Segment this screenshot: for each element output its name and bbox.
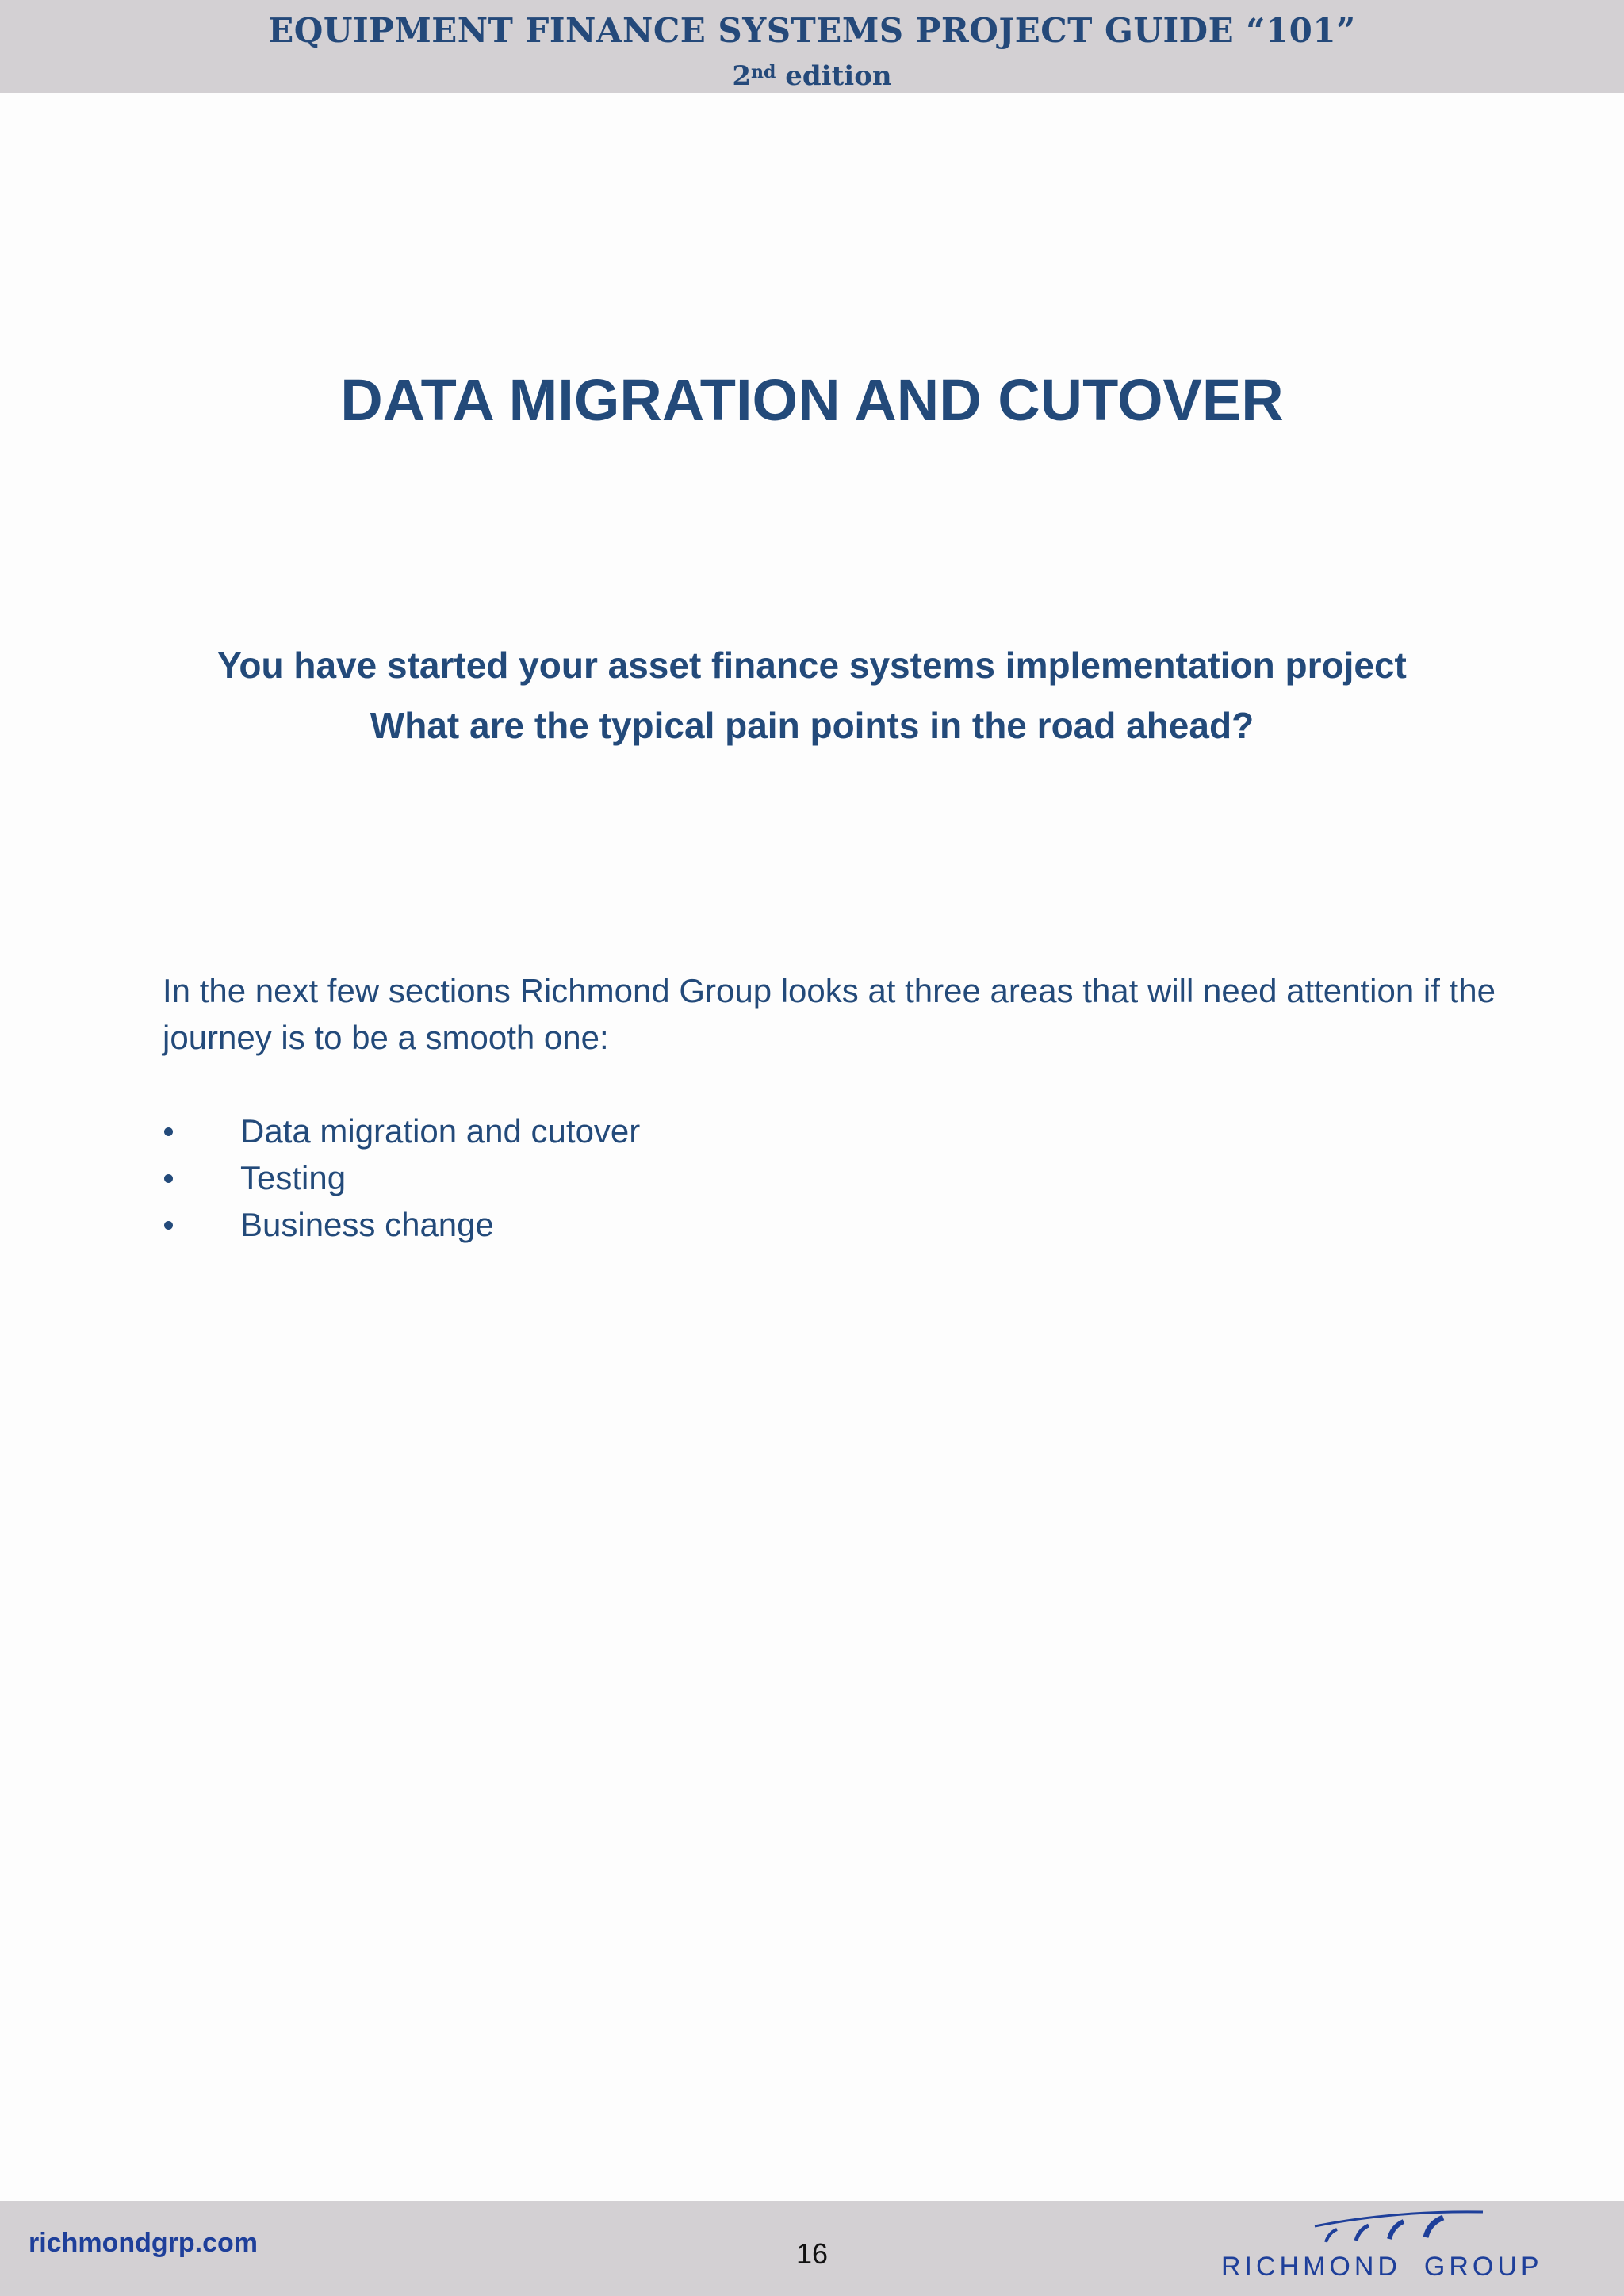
list-item-text: Testing bbox=[240, 1159, 347, 1196]
page-header bbox=[0, 0, 1624, 93]
guide-title: EQUIPMENT FINANCE SYSTEMS PROJECT GUIDE “101” bbox=[268, 11, 1356, 50]
edition-label bbox=[0, 60, 1624, 92]
bullet-icon bbox=[164, 1174, 173, 1183]
page-number: 16 bbox=[795, 2237, 829, 2270]
list-item-text: Data migration and cutover bbox=[240, 1112, 641, 1150]
richmond-group-logo bbox=[1213, 2204, 1578, 2291]
subtitle-line-1: You have started your asset finance systems implementation project bbox=[217, 645, 1407, 686]
edition-number: 2 bbox=[732, 60, 752, 92]
edition-suffix: nd bbox=[751, 62, 776, 82]
section-title: DATA MIGRATION AND CUTOVER bbox=[340, 367, 1284, 433]
list-item-text: Business change bbox=[240, 1206, 494, 1243]
bullet-icon bbox=[164, 1221, 173, 1230]
page-footer bbox=[0, 2201, 1624, 2296]
bullet-icon bbox=[164, 1127, 173, 1136]
subtitle-line-2: What are the typical pain points in the road ahead? bbox=[370, 705, 1254, 746]
logo-wordmark: RICHMOND GROUP bbox=[1221, 2252, 1543, 2282]
intro-paragraph: In the next few sections Richmond Group looks at three areas that will need attention if the journey is to be a smooth one: bbox=[163, 972, 1496, 1056]
edition-word: edition bbox=[776, 60, 892, 92]
website-link[interactable]: richmondgrp.com bbox=[29, 2228, 259, 2258]
